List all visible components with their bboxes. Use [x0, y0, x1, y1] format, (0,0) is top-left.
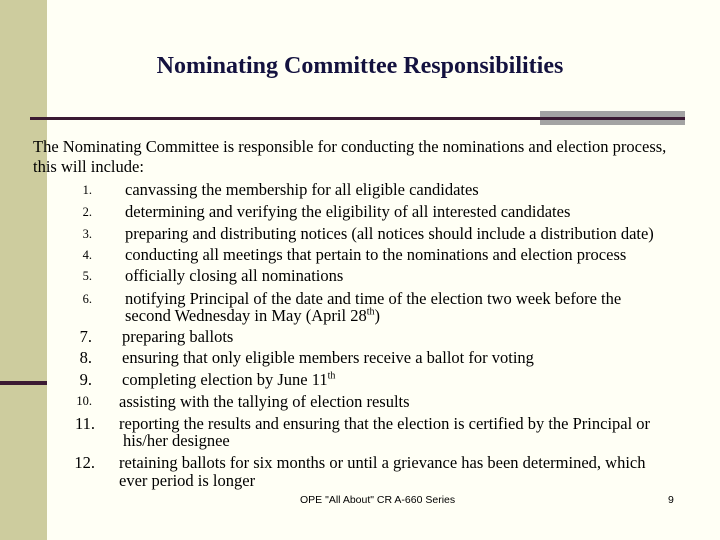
- list-number: 6.: [82, 292, 92, 306]
- list-text: canvassing the membership for all eligible candidates: [125, 180, 479, 199]
- list-text: ensuring that only eligible members receive a ballot for voting: [122, 348, 534, 367]
- list-text-cont: second Wednesday in May (April 28th): [125, 306, 380, 325]
- left-decor-accent: [0, 381, 47, 385]
- list-number: 8.: [79, 348, 92, 367]
- title-rule: [30, 117, 685, 120]
- list-number: 9.: [79, 370, 92, 389]
- list-number: 7.: [79, 327, 92, 346]
- list-number: 2.: [82, 205, 92, 219]
- list-number: 10.: [76, 394, 92, 408]
- list-text: conducting all meetings that pertain to the nominations and election process: [125, 245, 627, 264]
- list-text: reporting the results and ensuring that the election is certified by the Principal or: [119, 414, 651, 433]
- list-text: retaining ballots for six months or until a grievance has been determined, which: [119, 453, 646, 472]
- slide-title: Nominating Committee Responsibilities: [156, 53, 564, 79]
- list-number: 12.: [74, 453, 95, 472]
- list-number: 4.: [82, 248, 92, 262]
- list-number: 5.: [82, 269, 92, 283]
- list-text-cont: ever period is longer: [119, 471, 256, 490]
- list-text: determining and verifying the eligibility of all interested candidates: [125, 202, 571, 221]
- list-number: 11.: [74, 414, 95, 433]
- list-text: preparing and distributing notices (all notices should include a distribution date): [125, 224, 654, 243]
- intro-text: The Nominating Committee is responsible for conducting the nominations and election process, this will include:: [33, 137, 667, 176]
- list-number: 3.: [82, 227, 92, 241]
- list-text: notifying Principal of the date and time of the election two week before the: [125, 289, 622, 308]
- list-number: 1.: [82, 183, 92, 197]
- list-text: completing election by June 11th: [122, 370, 336, 389]
- list-text-cont: his/her designee: [123, 431, 230, 450]
- list-text: preparing ballots: [122, 327, 234, 346]
- list-text: assisting with the tallying of election results: [119, 392, 410, 411]
- page-number: 9: [668, 494, 674, 506]
- footer-text: OPE "All About" CR A-660 Series: [300, 494, 456, 506]
- list-text: officially closing all nominations: [125, 266, 344, 285]
- left-decor-bar: [0, 0, 47, 540]
